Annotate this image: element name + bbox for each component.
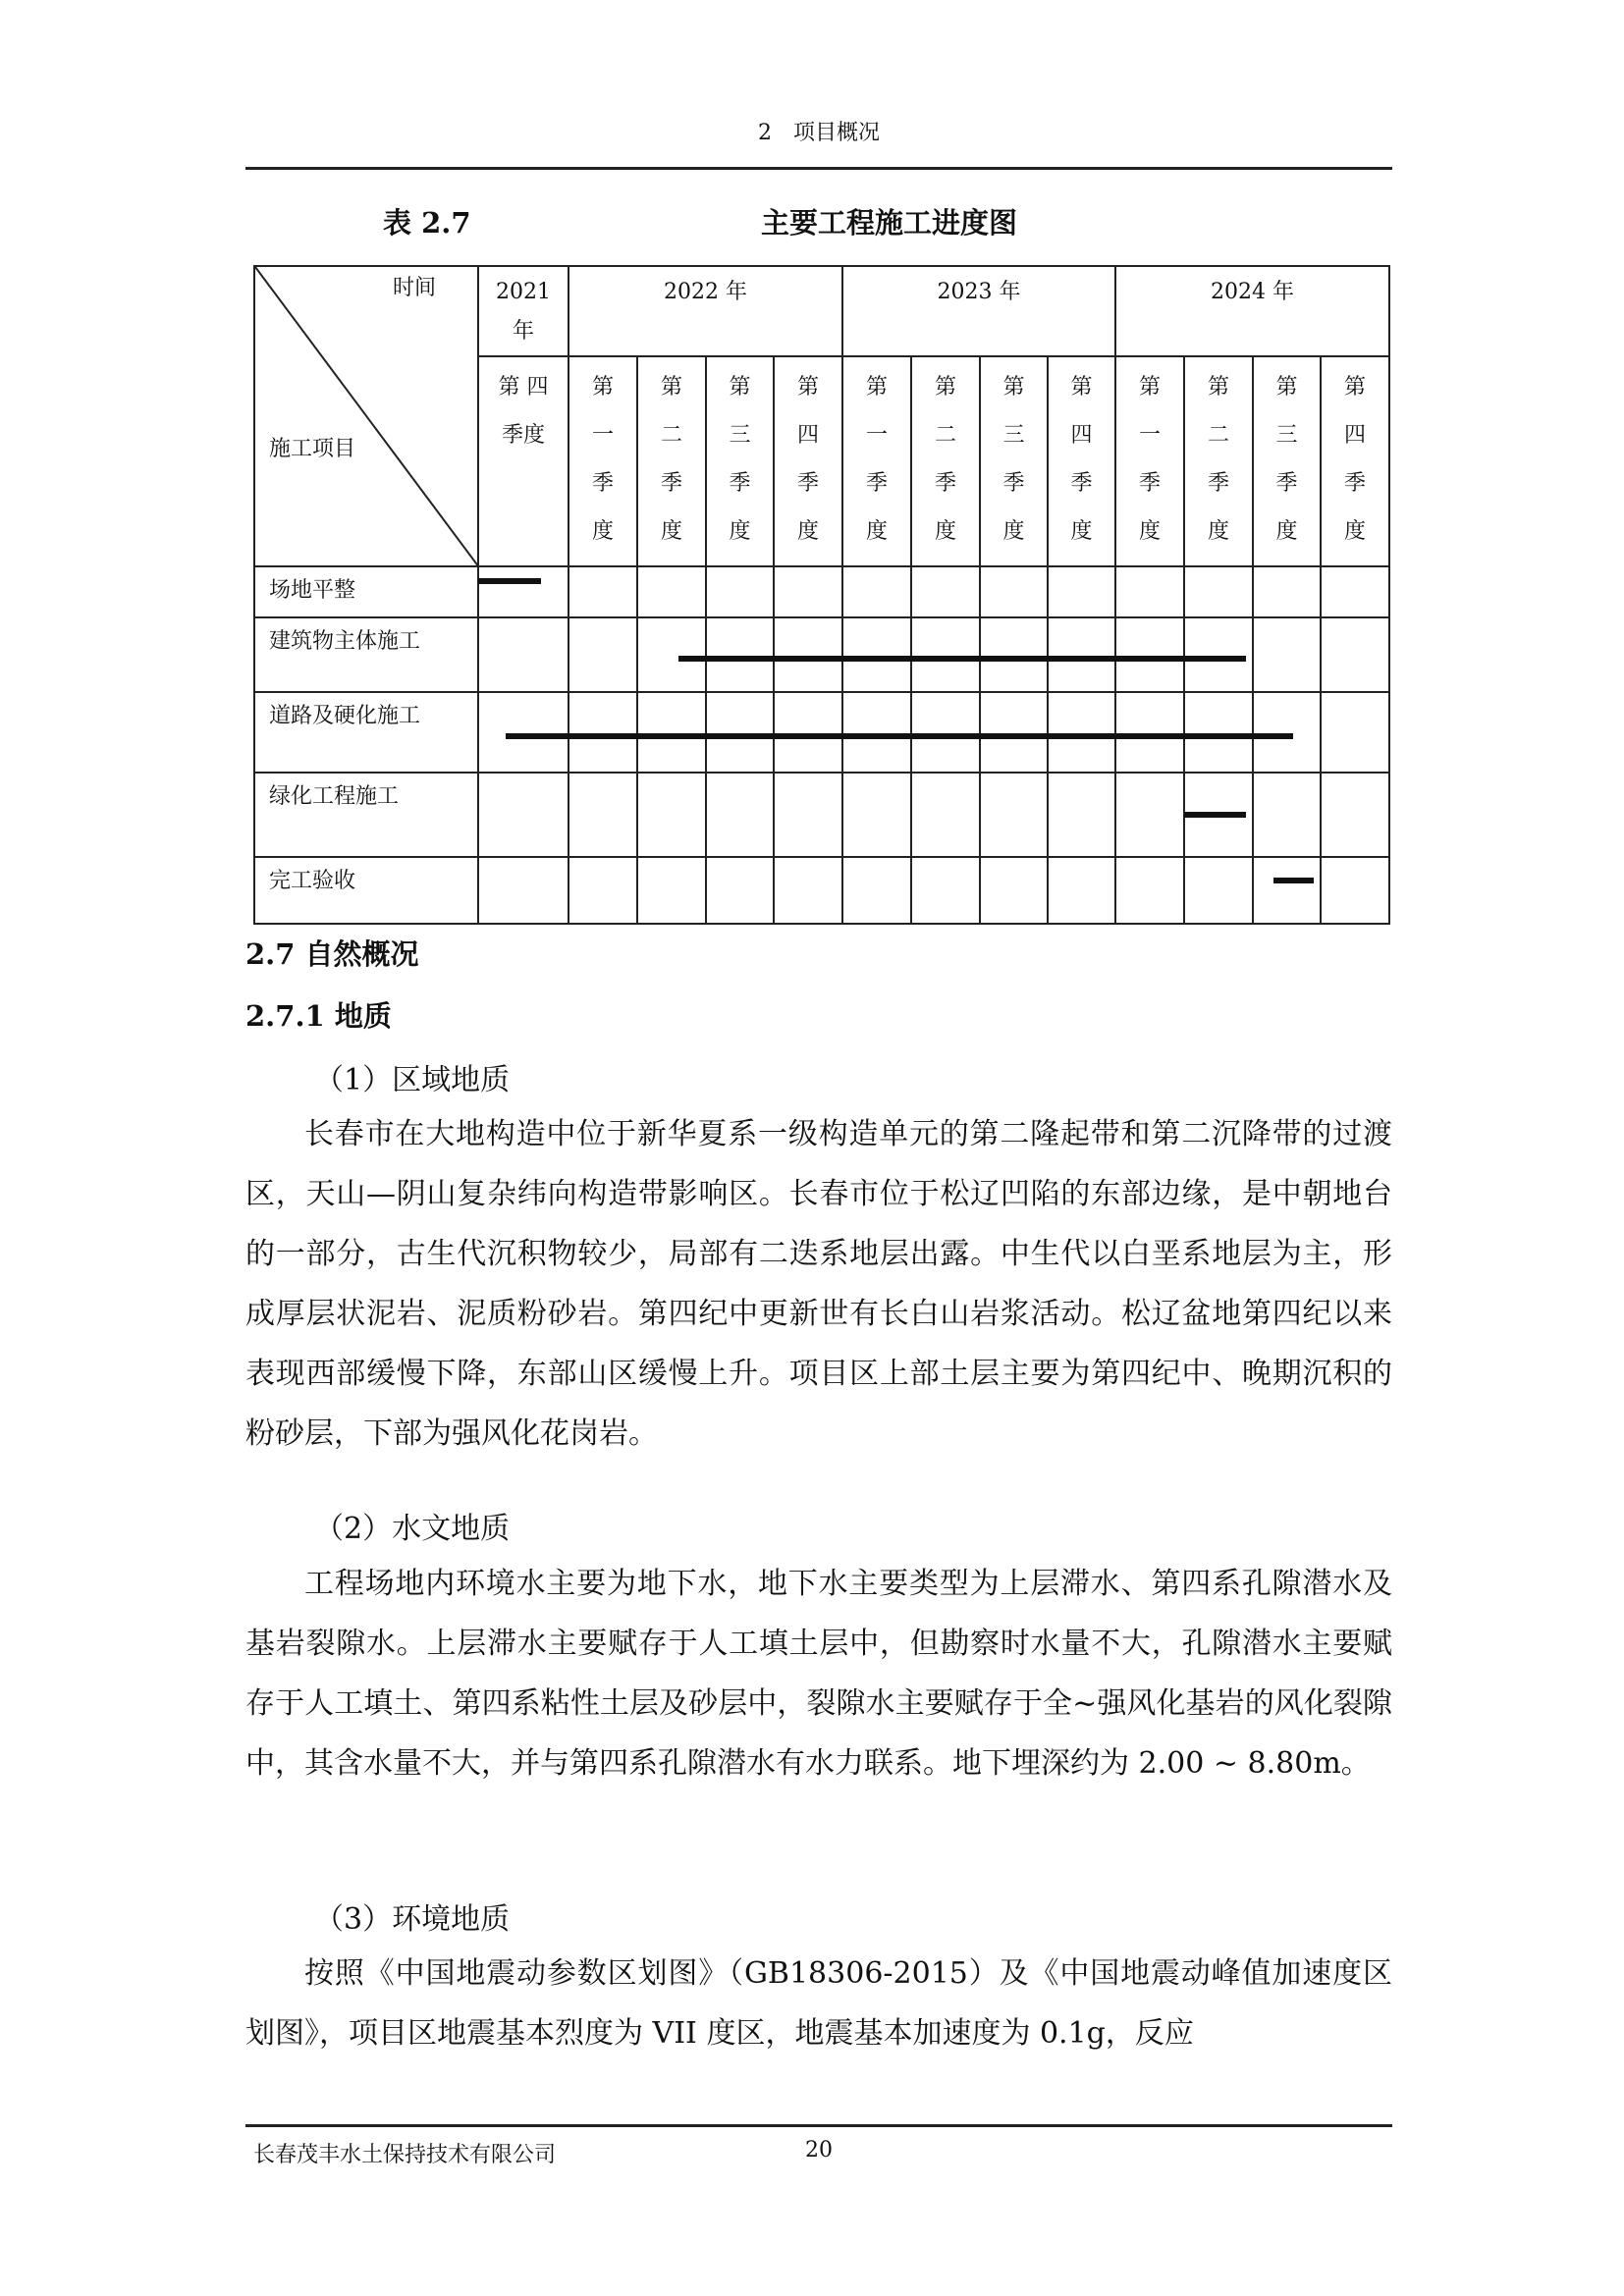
schedule-cell (911, 566, 980, 617)
schedule-cell (478, 566, 568, 617)
quarter-header-cell (637, 356, 706, 566)
schedule-cell (911, 773, 980, 857)
quarter-header-char: 季 (796, 471, 819, 496)
section-heading-2-7-1: 2.7.1 地质 (245, 999, 392, 1033)
schedule-cell (774, 773, 842, 857)
year-2021-cell (478, 266, 568, 356)
quarter-header-char: 第 (1275, 375, 1298, 400)
schedule-cell (1253, 566, 1321, 617)
schedule-cell (980, 773, 1048, 857)
quarter-header-char: 第 (796, 375, 819, 400)
schedule-cell (637, 857, 706, 924)
running-header: 2 项目概况 (758, 121, 880, 145)
table-row (254, 857, 1389, 924)
quarter-header-char: 四 (1343, 423, 1366, 448)
table-row (254, 692, 1389, 773)
schedule-cell (1048, 773, 1115, 857)
schedule-cell (637, 566, 706, 617)
quarter-header-char: 季 (1138, 471, 1161, 496)
quarter-header-char: 第 (1207, 375, 1229, 400)
quarter-header-char: 第 (1138, 375, 1161, 400)
schedule-cell (706, 692, 774, 773)
subheading-hydrogeology: （2）水文地质 (314, 1512, 511, 1546)
schedule-cell (1253, 617, 1321, 692)
quarter-header-cell (1253, 356, 1321, 566)
quarter-header-cell (1048, 356, 1115, 566)
schedule-cell (1321, 617, 1389, 692)
paragraph-environmental-geology: 按照《中国地震动参数区划图》（GB18306-2015）及《中国地震动峰值加速度区划图》，项目区地震基本烈度为 VII 度区，地震基本加速度为 0.1g，反应 (245, 1956, 1392, 2051)
quarter-header-char: 二 (934, 423, 956, 448)
year-2021-suffix: 年 (512, 319, 534, 344)
paragraph-regional-geology: 长春市在大地构造中位于新华夏系一级构造单元的第二隆起带和第二沉降带的过渡区，天山—阴山复杂纬向构造带影响区。长春市位于松辽凹陷的东部边缘，是中朝地台的一部分，古生代沉积物较少，局部有二迭系地层出露。中生代以白垩系地层为主，形成厚层状泥岩、泥质粉砂岩。第四纪中更新世有长白山岩浆活动。松辽盆地第四纪以来表现西部缓慢下降，东部山区缓慢上升。项目区上部土层主要为第四纪中、晚期沉积的粉砂层，下部为强风化花岗岩。 (245, 1117, 1392, 1451)
footer-company: 长春茂丰水土保持技术有限公司 (253, 2143, 557, 2167)
quarter-header-cell (774, 356, 842, 566)
quarter-header-cell (568, 356, 637, 566)
quarter-header-char: 度 (1207, 519, 1229, 544)
schedule-cell (774, 566, 842, 617)
schedule-cell (568, 857, 637, 924)
schedule-cell (1048, 692, 1115, 773)
subheading-environmental-geology: （3）环境地质 (314, 1902, 511, 1937)
schedule-cell (478, 773, 568, 857)
year-2021-number: 2021 (496, 280, 551, 304)
quarter-header-char: 二 (660, 423, 682, 448)
subheading-regional-geology: （1）区域地质 (314, 1063, 511, 1097)
table-row (254, 566, 1389, 617)
quarter-header-char: 度 (591, 519, 614, 544)
schedule-cell (478, 692, 568, 773)
schedule-cell (568, 773, 637, 857)
schedule-cell (1321, 773, 1389, 857)
quarter-header-char: 季 (934, 471, 956, 496)
year-2022-cell: 2022 年 (568, 266, 842, 356)
footer-rule (245, 2124, 1392, 2127)
quarter-2021-line1: 第 四 (498, 375, 549, 400)
schedule-cell (1115, 857, 1184, 924)
quarter-header-cell (980, 356, 1048, 566)
year-2024-cell: 2024 年 (1115, 266, 1389, 356)
quarter-header-char: 一 (591, 423, 614, 448)
schedule-cell (842, 566, 911, 617)
quarter-header-char: 度 (796, 519, 819, 544)
quarter-header-char: 第 (1343, 375, 1366, 400)
schedule-cell (774, 692, 842, 773)
quarter-header-char: 季 (729, 471, 751, 496)
schedule-cell (980, 692, 1048, 773)
schedule-cell (842, 692, 911, 773)
schedule-cell (1115, 566, 1184, 617)
quarter-header-char: 一 (1138, 423, 1161, 448)
schedule-bar (1184, 812, 1246, 818)
quarter-header-char: 第 (865, 375, 888, 400)
table-title: 主要工程施工进度图 (761, 206, 1018, 240)
quarter-2021-q4-cell (478, 356, 568, 566)
quarter-header-cell (706, 356, 774, 566)
quarter-header-cell (1115, 356, 1184, 566)
schedule-cell (1253, 857, 1321, 924)
schedule-cell (637, 773, 706, 857)
table-caption: 表 2.7 (383, 206, 471, 240)
schedule-cell (1115, 773, 1184, 857)
quarter-header-char: 四 (796, 423, 819, 448)
paragraph-hydrogeology: 工程场地内环境水主要为地下水，地下水主要类型为上层滞水、第四系孔隙潜水及基岩裂隙水。上层滞水主要赋存于人工填土层中，但勘察时水量不大，孔隙潜水主要赋存于人工填土、第四系粘性土层及砂层中，裂隙水主要赋存于全~强风化基岩的风化裂隙中，其含水量不大，并与第四系孔隙潜水有水力联系。地下埋深约为 2.00 ~ 8.80m。 (245, 1567, 1392, 1781)
schedule-cell (1184, 692, 1253, 773)
schedule-cell (774, 857, 842, 924)
quarter-header-cell (911, 356, 980, 566)
quarter-header-char: 度 (934, 519, 956, 544)
row-label-completion-acceptance: 完工验收 (254, 857, 478, 924)
quarter-header-char: 季 (1070, 471, 1093, 496)
quarter-header-char: 第 (1070, 375, 1093, 400)
schedule-cell (911, 692, 980, 773)
row-label-greening: 绿化工程施工 (254, 773, 478, 857)
corner-item-label: 施工项目 (269, 437, 356, 461)
schedule-cell (842, 773, 911, 857)
schedule-cell (706, 773, 774, 857)
quarter-header-char: 第 (729, 375, 751, 400)
schedule-cell (1184, 857, 1253, 924)
schedule-cell (980, 566, 1048, 617)
quarter-header-char: 第 (660, 375, 682, 400)
schedule-cell (911, 857, 980, 924)
quarter-header-char: 第 (591, 375, 614, 400)
quarter-header-char: 四 (1070, 423, 1093, 448)
row-label-road-paving: 道路及硬化施工 (254, 692, 478, 773)
quarter-header-char: 第 (1002, 375, 1025, 400)
schedule-bar (478, 578, 541, 584)
quarter-header-char: 季 (1002, 471, 1025, 496)
quarter-header-cell (1184, 356, 1253, 566)
schedule-cell (478, 857, 568, 924)
schedule-bar (506, 733, 1294, 739)
schedule-cell (568, 566, 637, 617)
quarter-header-char: 度 (1343, 519, 1366, 544)
schedule-cell (568, 692, 637, 773)
schedule-cell (706, 857, 774, 924)
quarter-header-char: 季 (1207, 471, 1229, 496)
schedule-bar (1273, 878, 1314, 883)
schedule-cell (1321, 692, 1389, 773)
quarter-header-char: 度 (1070, 519, 1093, 544)
quarter-header-char: 季 (1275, 471, 1298, 496)
section-heading-2-7: 2.7 自然概况 (245, 937, 419, 971)
quarter-header-char: 季 (660, 471, 682, 496)
schedule-cell (1253, 692, 1321, 773)
header-rule (245, 167, 1392, 170)
corner-diagonal-line (255, 267, 479, 567)
row-label-building-construction: 建筑物主体施工 (254, 617, 478, 692)
schedule-cell (478, 617, 568, 692)
quarter-header-char: 三 (729, 423, 751, 448)
schedule-cell (1321, 857, 1389, 924)
quarter-header-char: 一 (865, 423, 888, 448)
quarter-header-char: 三 (1002, 423, 1025, 448)
schedule-cell (637, 692, 706, 773)
quarter-header-char: 三 (1275, 423, 1298, 448)
schedule-cell (1321, 566, 1389, 617)
schedule-cell (1048, 857, 1115, 924)
schedule-cell (1048, 566, 1115, 617)
quarter-header-char: 度 (1138, 519, 1161, 544)
schedule-cell (706, 566, 774, 617)
schedule-table (253, 265, 1390, 925)
schedule-cell (1115, 692, 1184, 773)
schedule-cell (1253, 773, 1321, 857)
corner-time-label: 时间 (393, 276, 437, 300)
quarter-header-cell (842, 356, 911, 566)
schedule-cell (568, 617, 637, 692)
quarter-header-char: 季 (865, 471, 888, 496)
quarter-header-char: 度 (729, 519, 751, 544)
page-number: 20 (805, 2138, 833, 2163)
quarter-header-char: 度 (1002, 519, 1025, 544)
quarter-header-char: 二 (1207, 423, 1229, 448)
schedule-cell (842, 857, 911, 924)
corner-header-cell (254, 266, 478, 566)
quarter-header-char: 季 (591, 471, 614, 496)
quarter-header-cell (1321, 356, 1389, 566)
quarter-header-char: 季 (1343, 471, 1366, 496)
quarter-header-char: 度 (865, 519, 888, 544)
quarter-2021-line2: 季度 (501, 423, 545, 448)
quarter-header-char: 度 (660, 519, 682, 544)
year-2023-cell: 2023 年 (842, 266, 1115, 356)
row-label-site-leveling: 场地平整 (254, 566, 478, 617)
schedule-cell (1184, 566, 1253, 617)
schedule-cell (980, 857, 1048, 924)
quarter-header-char: 第 (934, 375, 956, 400)
schedule-bar (678, 656, 1246, 662)
quarter-header-char: 度 (1275, 519, 1298, 544)
